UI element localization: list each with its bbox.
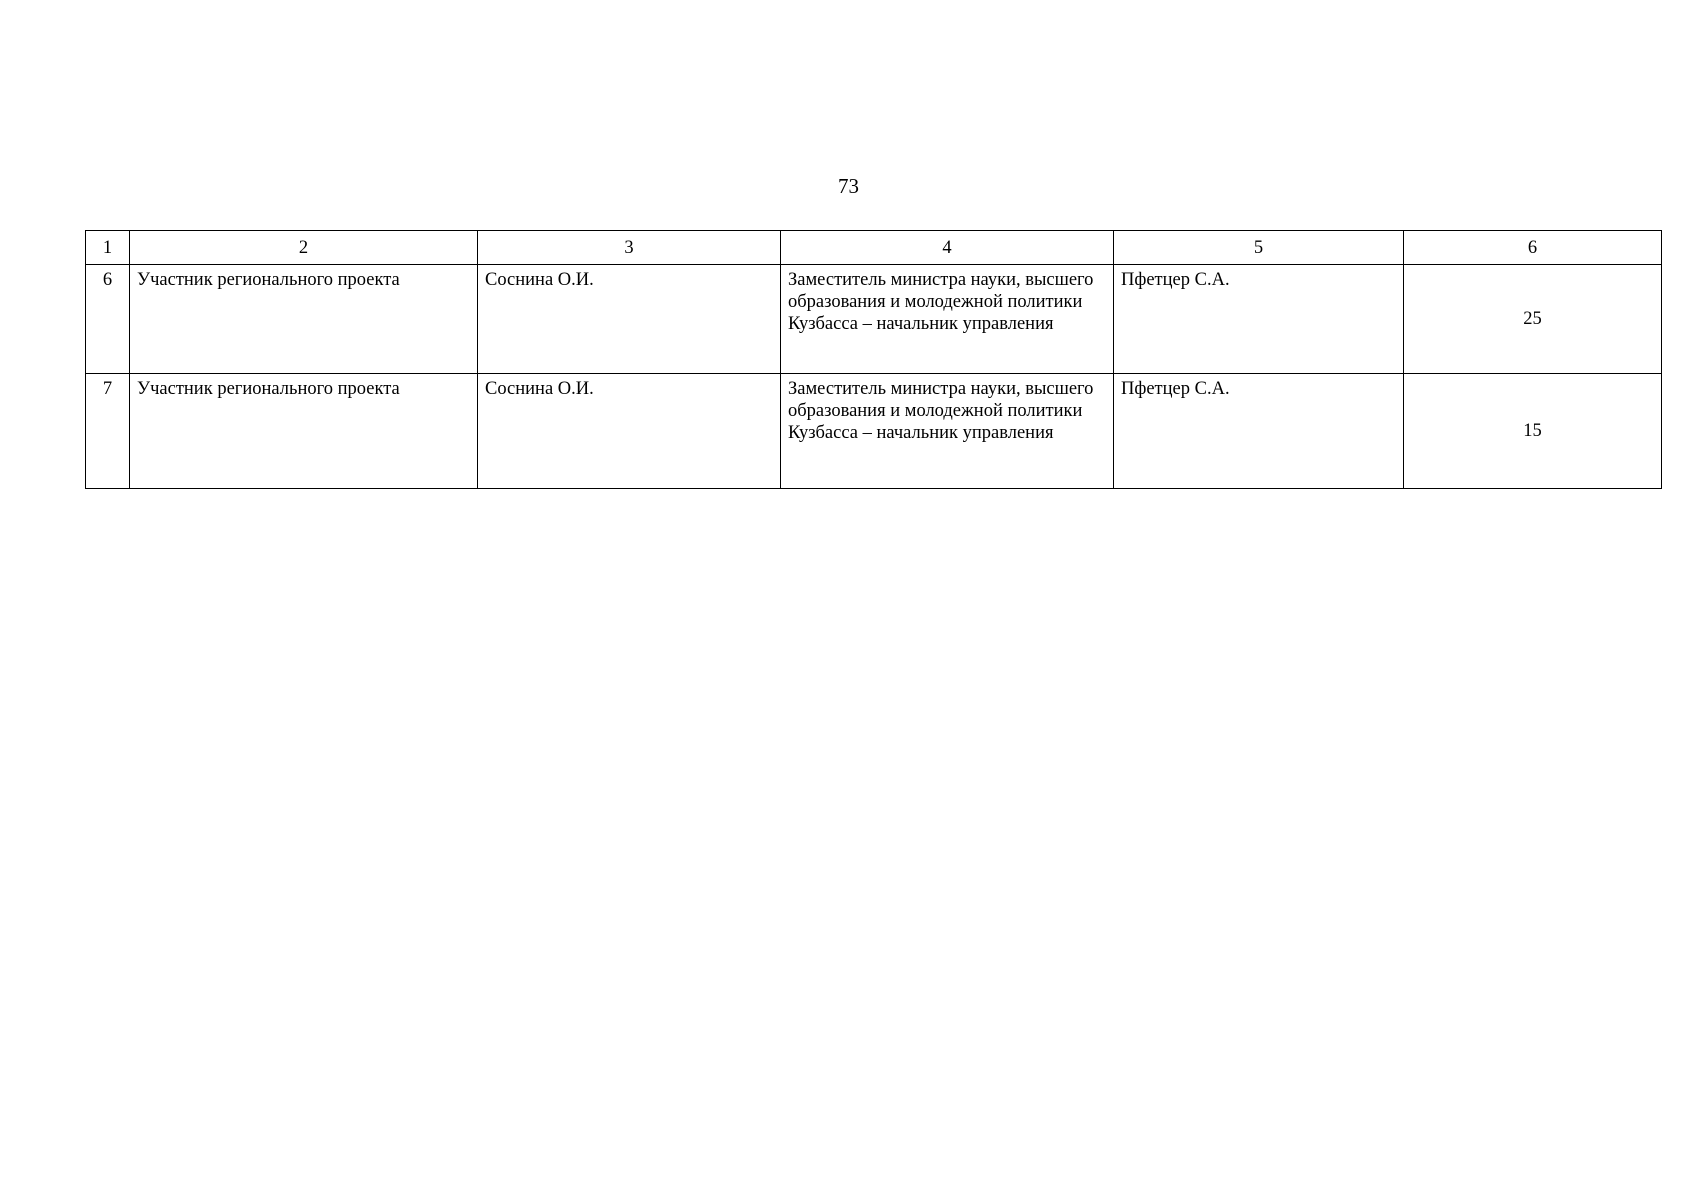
column-header: 3 [478,231,781,265]
column-header: 6 [1404,231,1662,265]
table-row [86,265,1662,374]
value-cell: 25 [1404,265,1662,374]
row-number-cell: 6 [86,265,130,374]
column-header: 4 [781,231,1114,265]
table-header-row [86,231,1662,265]
person-cell: Соснина О.И. [478,374,781,489]
position-cell: Заместитель министра науки, высшего образования и молодежной политики Кузбасса – начальник управления [781,265,1114,374]
column-header: 2 [130,231,478,265]
table-row [86,374,1662,489]
page-number: 73 [838,174,859,198]
role-cell: Участник регионального проекта [130,265,478,374]
column-header: 1 [86,231,130,265]
position-cell: Заместитель министра науки, высшего образования и молодежной политики Кузбасса – начальник управления [781,374,1114,489]
supervisor-cell: Пфетцер С.А. [1114,265,1404,374]
value-cell: 15 [1404,374,1662,489]
person-cell: Соснина О.И. [478,265,781,374]
supervisor-cell: Пфетцер С.А. [1114,374,1404,489]
row-number-cell: 7 [86,374,130,489]
column-header: 5 [1114,231,1404,265]
participants-table [85,230,1662,489]
role-cell: Участник регионального проекта [130,374,478,489]
